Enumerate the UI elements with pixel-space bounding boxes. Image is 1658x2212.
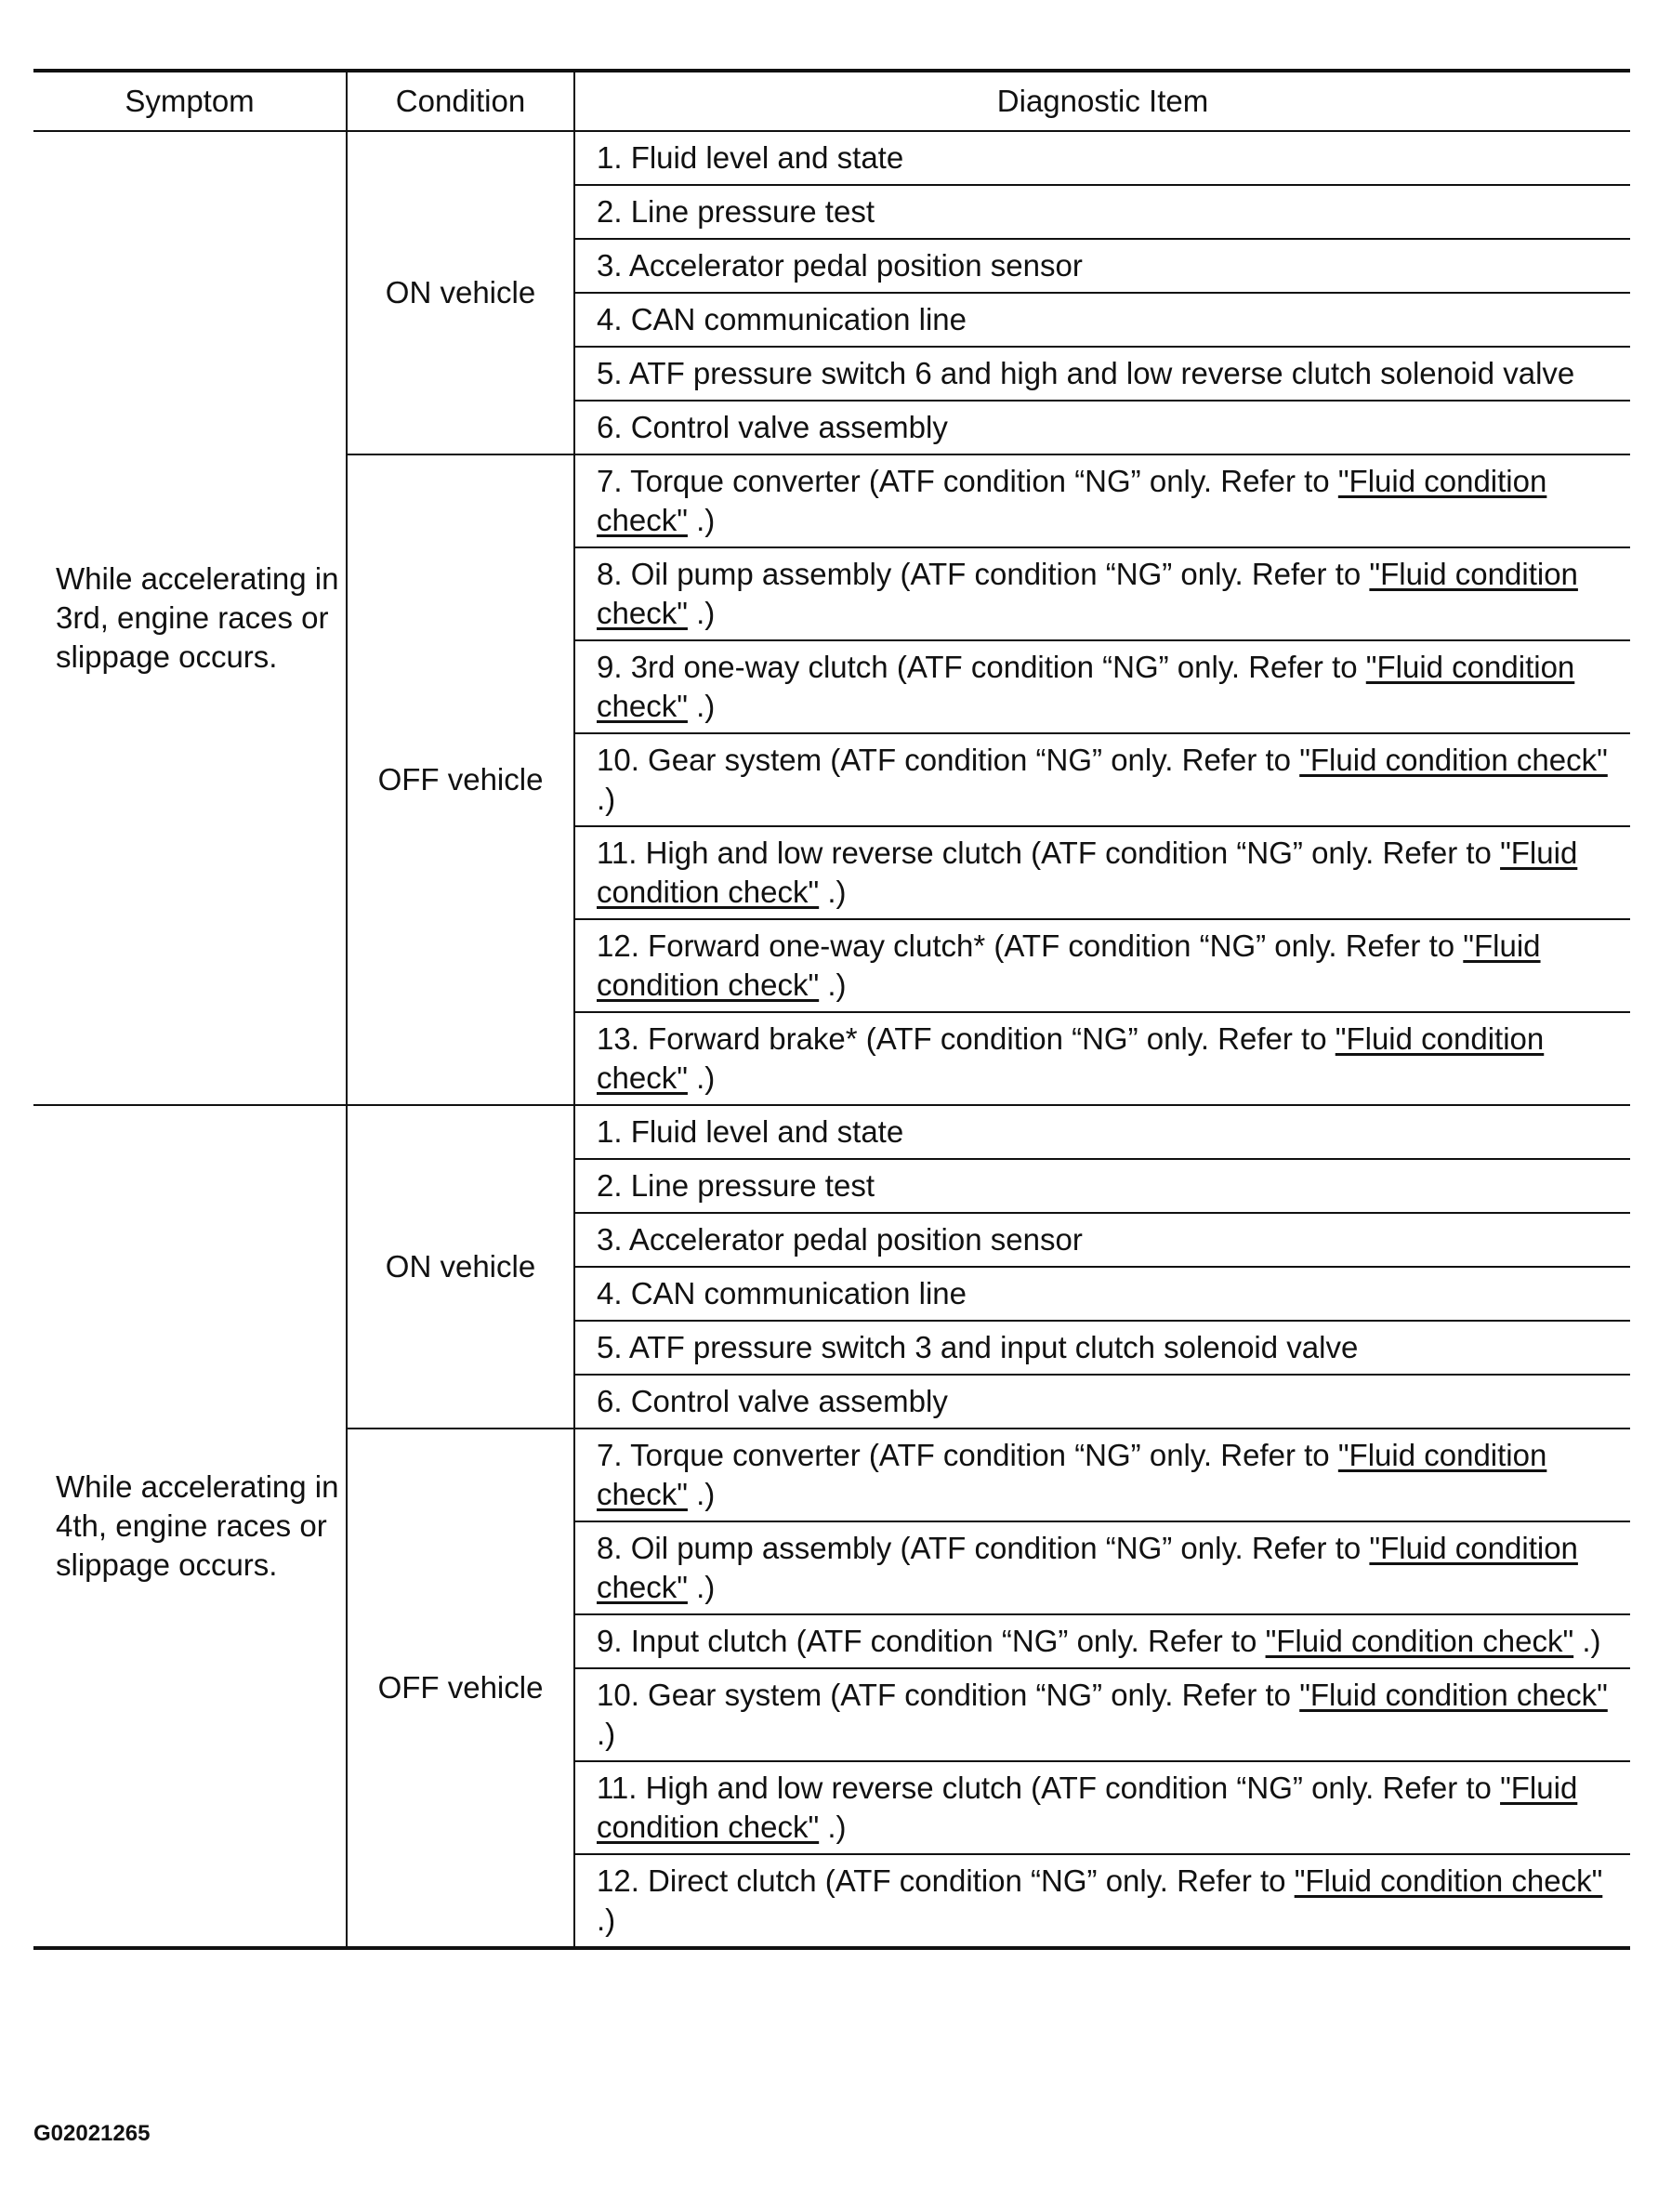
table-row — [33, 1105, 1630, 1159]
diagnostic-item-suffix: .) — [687, 503, 716, 537]
diagnostic-item-cell — [574, 919, 1630, 1012]
diagnostic-item-suffix: .) — [597, 1903, 616, 1937]
diagnostic-item-cell — [574, 347, 1630, 401]
diagnostic-item-text: 10. Gear system (ATF condition “NG” only. Refer to — [597, 743, 1300, 777]
header-condition: Condition — [347, 71, 574, 131]
condition-cell: ON vehicle — [347, 131, 574, 454]
condition-cell: OFF vehicle — [347, 1429, 574, 1948]
diagnostic-item-cell — [574, 239, 1630, 293]
diagnostic-item-suffix: .) — [597, 1717, 616, 1751]
fluid-condition-check-link[interactable]: "Fluid condition check" — [597, 1438, 1547, 1511]
diagnostic-item-suffix: .) — [819, 875, 847, 909]
fluid-condition-check-link[interactable]: "Fluid condition check" — [597, 557, 1578, 630]
diagnostic-item-cell — [574, 1321, 1630, 1375]
diagnostic-item-text: 10. Gear system (ATF condition “NG” only. Refer to — [597, 1678, 1300, 1712]
fluid-condition-check-link[interactable]: "Fluid condition check" — [597, 928, 1541, 1002]
fluid-condition-check-link[interactable]: "Fluid condition check" — [1299, 743, 1608, 777]
diagnostic-item-cell — [574, 1761, 1630, 1854]
diagnostic-item-cell — [574, 547, 1630, 640]
fluid-condition-check-link[interactable]: "Fluid condition check" — [597, 464, 1547, 537]
diagnostic-item-suffix: .) — [687, 596, 716, 630]
diagnostic-item-text: 3. Accelerator pedal position sensor — [597, 248, 1083, 283]
diagnostic-table — [33, 69, 1630, 1950]
symptom-cell: While accelerating in 3rd, engine races or slippage occurs. — [33, 131, 347, 1105]
diagnostic-item-text: 9. 3rd one-way clutch (ATF condition “NG” only. Refer to — [597, 650, 1366, 684]
diagnostic-item-text: 9. Input clutch (ATF condition “NG” only. Refer to — [597, 1624, 1266, 1658]
diagnostic-item-text: 2. Line pressure test — [597, 1168, 875, 1203]
diagnostic-item-cell — [574, 1614, 1630, 1668]
diagnostic-item-cell — [574, 733, 1630, 826]
diagnostic-item-text: 5. ATF pressure switch 6 and high and low reverse clutch solenoid valve — [597, 356, 1575, 390]
diagnostic-item-suffix: .) — [687, 1477, 716, 1511]
diagnostic-item-suffix: .) — [597, 782, 616, 816]
diagnostic-item-cell — [574, 293, 1630, 347]
diagnostic-item-suffix: .) — [819, 968, 847, 1002]
diagnostic-item-text: 11. High and low reverse clutch (ATF condition “NG” only. Refer to — [597, 1771, 1501, 1805]
diagnostic-item-cell — [574, 826, 1630, 919]
diagnostic-item-text: 7. Torque converter (ATF condition “NG” only. Refer to — [597, 464, 1338, 498]
diagnostic-item-suffix: .) — [1573, 1624, 1601, 1658]
diagnostic-item-text: 11. High and low reverse clutch (ATF condition “NG” only. Refer to — [597, 836, 1501, 870]
fluid-condition-check-link[interactable]: "Fluid condition check" — [597, 836, 1578, 909]
diagnostic-item-suffix: .) — [687, 1570, 716, 1604]
fluid-condition-check-link[interactable]: "Fluid condition check" — [1265, 1624, 1574, 1658]
diagnostic-item-cell — [574, 454, 1630, 547]
diagnostic-item-cell — [574, 1429, 1630, 1521]
diagnostic-item-text: 4. CAN communication line — [597, 302, 967, 336]
diagnostic-item-text: 1. Fluid level and state — [597, 1114, 904, 1149]
diagnostic-item-cell — [574, 131, 1630, 185]
header-diagnostic-item: Diagnostic Item — [574, 71, 1630, 131]
table-row — [33, 131, 1630, 185]
diagnostic-item-suffix: .) — [819, 1810, 847, 1844]
table-body — [33, 131, 1630, 1948]
fluid-condition-check-link[interactable]: "Fluid condition check" — [597, 1531, 1578, 1604]
diagnostic-item-text: 8. Oil pump assembly (ATF condition “NG” only. Refer to — [597, 1531, 1370, 1565]
header-symptom: Symptom — [33, 71, 347, 131]
diagnostic-item-cell — [574, 1375, 1630, 1429]
diagnostic-item-text: 8. Oil pump assembly (ATF condition “NG” only. Refer to — [597, 557, 1370, 591]
diagnostic-item-suffix: .) — [687, 689, 716, 723]
header-row — [33, 71, 1630, 131]
diagnostic-item-cell — [574, 1213, 1630, 1267]
fluid-condition-check-link[interactable]: "Fluid condition check" — [1294, 1863, 1603, 1898]
diagnostic-item-cell — [574, 1521, 1630, 1614]
diagnostic-item-text: 12. Forward one-way clutch* (ATF condition “NG” only. Refer to — [597, 928, 1464, 963]
diagnostic-item-suffix: .) — [687, 1060, 716, 1095]
diagnostic-item-text: 7. Torque converter (ATF condition “NG” only. Refer to — [597, 1438, 1338, 1472]
figure-code: G02021265 — [33, 2121, 151, 2146]
diagnostic-item-text: 4. CAN communication line — [597, 1276, 967, 1310]
diagnostic-item-text: 6. Control valve assembly — [597, 1384, 948, 1418]
diagnostic-item-cell — [574, 1012, 1630, 1105]
diagnostic-item-text: 12. Direct clutch (ATF condition “NG” only. Refer to — [597, 1863, 1295, 1898]
diagnostic-item-cell — [574, 1668, 1630, 1761]
symptom-cell: While accelerating in 4th, engine races or slippage occurs. — [33, 1105, 347, 1948]
fluid-condition-check-link[interactable]: "Fluid condition check" — [1299, 1678, 1608, 1712]
condition-cell: ON vehicle — [347, 1105, 574, 1429]
diagnostic-item-cell — [574, 185, 1630, 239]
diagnostic-item-text: 5. ATF pressure switch 3 and input clutch solenoid valve — [597, 1330, 1359, 1364]
diagnostic-table-sheet — [33, 69, 1630, 1950]
diagnostic-item-text: 2. Line pressure test — [597, 194, 875, 229]
fluid-condition-check-link[interactable]: "Fluid condition check" — [597, 1021, 1545, 1095]
diagnostic-item-cell — [574, 1105, 1630, 1159]
fluid-condition-check-link[interactable]: "Fluid condition check" — [597, 1771, 1578, 1844]
diagnostic-item-cell — [574, 1159, 1630, 1213]
fluid-condition-check-link[interactable]: "Fluid condition check" — [597, 650, 1575, 723]
diagnostic-item-text: 1. Fluid level and state — [597, 140, 904, 175]
diagnostic-item-cell — [574, 1854, 1630, 1948]
diagnostic-item-text: 3. Accelerator pedal position sensor — [597, 1222, 1083, 1257]
diagnostic-item-cell — [574, 401, 1630, 454]
diagnostic-item-cell — [574, 640, 1630, 733]
diagnostic-item-text: 13. Forward brake* (ATF condition “NG” only. Refer to — [597, 1021, 1336, 1056]
diagnostic-item-text: 6. Control valve assembly — [597, 410, 948, 444]
condition-cell: OFF vehicle — [347, 454, 574, 1105]
diagnostic-item-cell — [574, 1267, 1630, 1321]
